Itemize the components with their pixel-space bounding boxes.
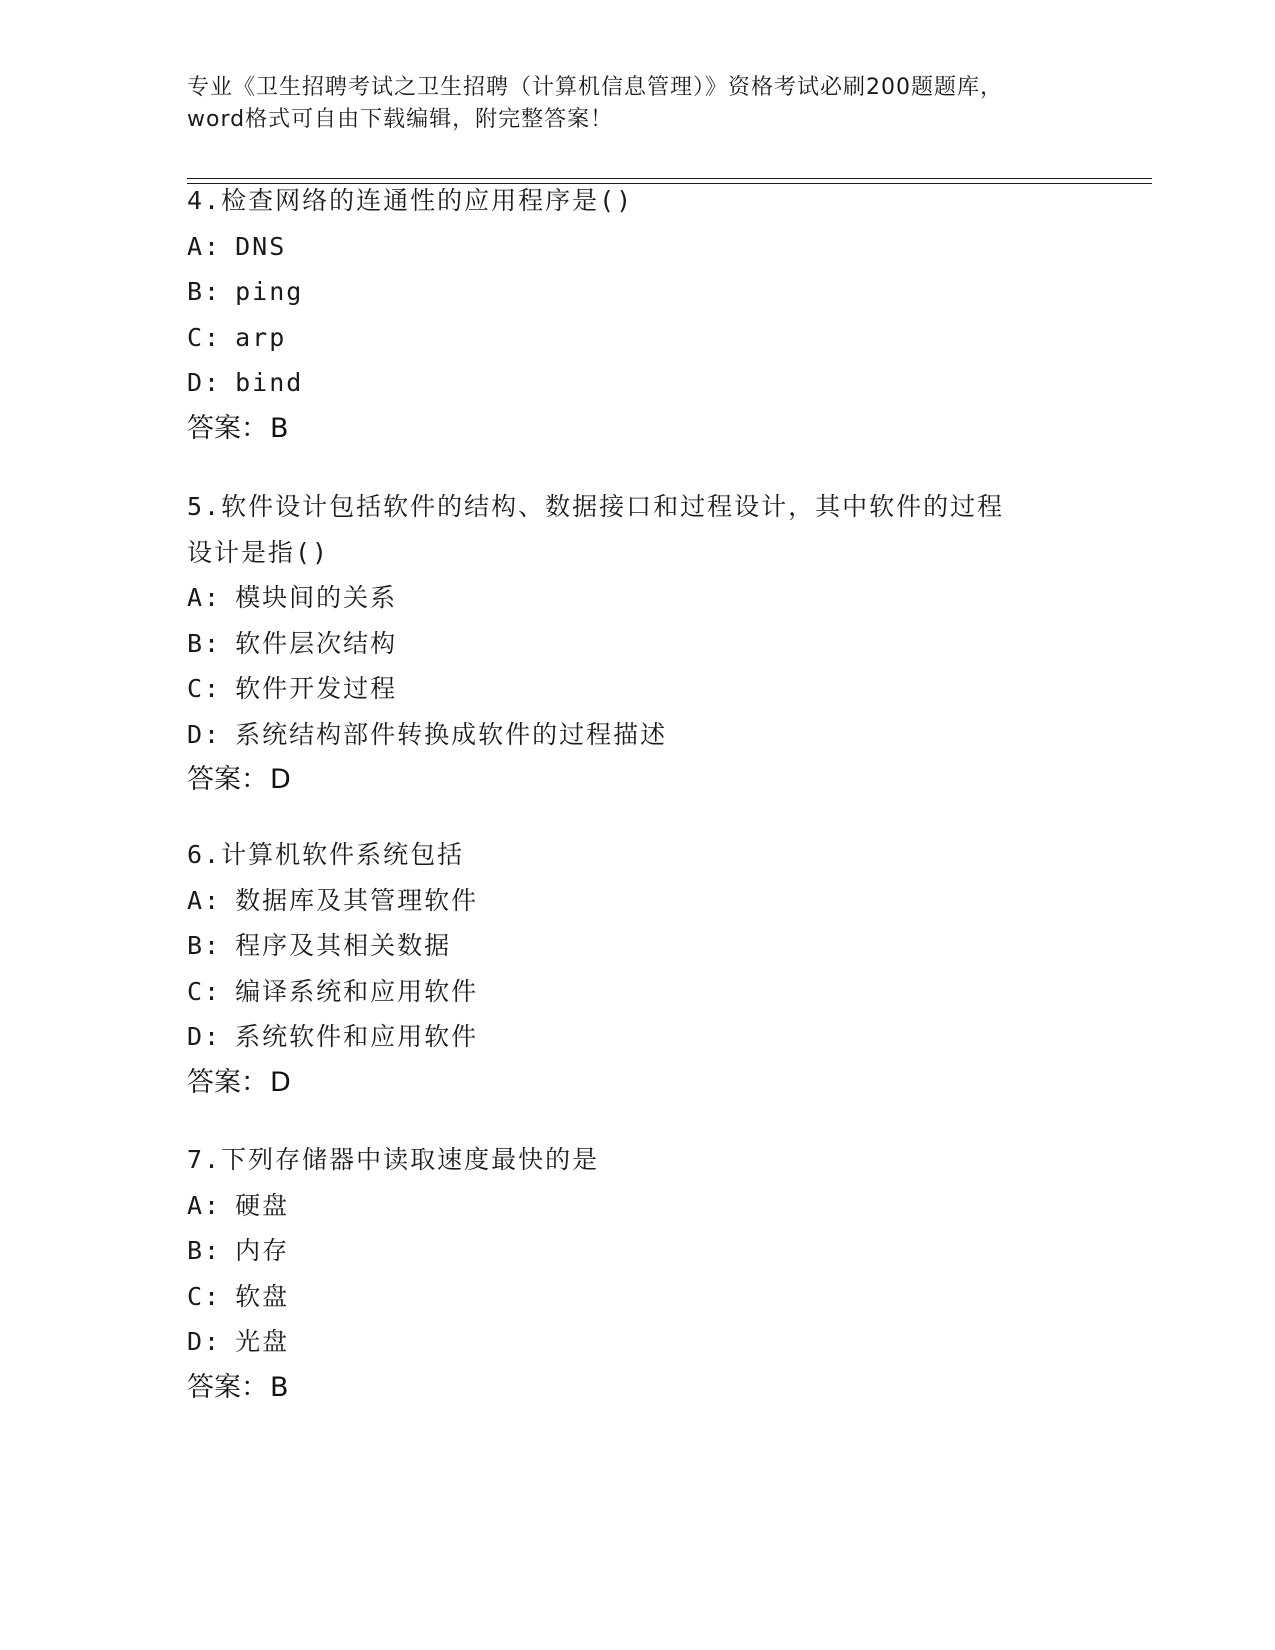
option-text: 内存 xyxy=(235,1236,290,1265)
answer-label: 答案： xyxy=(187,764,268,795)
option-c xyxy=(187,666,1087,712)
answer-value: D xyxy=(270,764,291,795)
answer-line xyxy=(187,406,1087,452)
option-a xyxy=(187,878,1087,924)
option-letter: A: xyxy=(187,885,222,915)
header-line-1: 专业《卫生招聘考试之卫生招聘（计算机信息管理）》资格考试必刷200题题库， xyxy=(187,75,1003,100)
question-block xyxy=(187,832,1087,1105)
question-block xyxy=(187,178,1087,451)
header-line-2: word格式可自由下载编辑，附完整答案！ xyxy=(187,107,614,132)
option-letter: B: xyxy=(187,628,222,658)
document-header xyxy=(187,72,1087,136)
option-text: 编译系统和应用软件 xyxy=(235,976,479,1006)
option-b xyxy=(187,923,1087,969)
option-text: 程序及其相关数据 xyxy=(235,931,452,960)
option-b xyxy=(187,269,1087,315)
question-stem: 4.检查网络的连通性的应用程序是() xyxy=(187,186,634,215)
answer-label: 答案： xyxy=(187,1066,268,1098)
answer-line xyxy=(187,1060,1087,1106)
option-letter: C: xyxy=(187,1281,222,1311)
option-text: 光盘 xyxy=(235,1327,290,1356)
option-letter: C: xyxy=(187,674,222,703)
option-letter: D: xyxy=(187,1327,222,1356)
answer-value: B xyxy=(270,1371,289,1403)
answer-label: 答案： xyxy=(187,1371,268,1403)
option-text: 软件开发过程 xyxy=(235,674,398,703)
option-text: DNS xyxy=(235,231,287,261)
option-letter: A: xyxy=(187,1190,222,1220)
option-b xyxy=(187,1228,1087,1274)
option-text: 软件层次结构 xyxy=(235,628,398,658)
option-a xyxy=(187,575,1087,621)
option-letter: B: xyxy=(187,1236,222,1265)
option-text: ping xyxy=(235,277,304,306)
option-text: 数据库及其管理软件 xyxy=(235,885,479,915)
option-letter: B: xyxy=(187,277,222,306)
option-text: arp xyxy=(235,322,287,352)
option-letter: A: xyxy=(187,231,222,261)
answer-line xyxy=(187,757,1087,803)
question-block xyxy=(187,484,1087,803)
question-stem: 7.下列存储器中读取速度最快的是 xyxy=(187,1145,600,1174)
option-text: 系统结构部件转换成软件的过程描述 xyxy=(235,719,668,749)
option-text: 硬盘 xyxy=(235,1190,290,1220)
option-text: 模块间的关系 xyxy=(235,583,398,612)
option-d xyxy=(187,1319,1087,1365)
option-a xyxy=(187,224,1087,270)
option-letter: A: xyxy=(187,583,222,612)
option-a xyxy=(187,1183,1087,1229)
option-letter: C: xyxy=(187,322,222,352)
option-b xyxy=(187,621,1087,667)
option-c xyxy=(187,1274,1087,1320)
option-letter: B: xyxy=(187,931,222,960)
question-block xyxy=(187,1137,1087,1410)
option-c xyxy=(187,969,1087,1015)
answer-line xyxy=(187,1365,1087,1411)
option-letter: D: xyxy=(187,1022,222,1051)
option-d xyxy=(187,712,1087,758)
option-text: bind xyxy=(235,368,304,397)
answer-value: D xyxy=(270,1066,291,1098)
answer-label: 答案： xyxy=(187,412,268,444)
option-c xyxy=(187,315,1087,361)
option-letter: D: xyxy=(187,368,222,397)
option-d xyxy=(187,1014,1087,1060)
answer-value: B xyxy=(270,412,289,444)
option-text: 软盘 xyxy=(235,1281,290,1311)
question-stem-continued: 设计是指() xyxy=(187,537,330,567)
option-letter: D: xyxy=(187,719,222,749)
option-d xyxy=(187,360,1087,406)
question-stem: 5.软件设计包括软件的结构、数据接口和过程设计，其中软件的过程 xyxy=(187,492,1005,521)
option-text: 系统软件和应用软件 xyxy=(235,1022,479,1051)
question-stem: 6.计算机软件系统包括 xyxy=(187,840,465,869)
option-letter: C: xyxy=(187,976,222,1006)
